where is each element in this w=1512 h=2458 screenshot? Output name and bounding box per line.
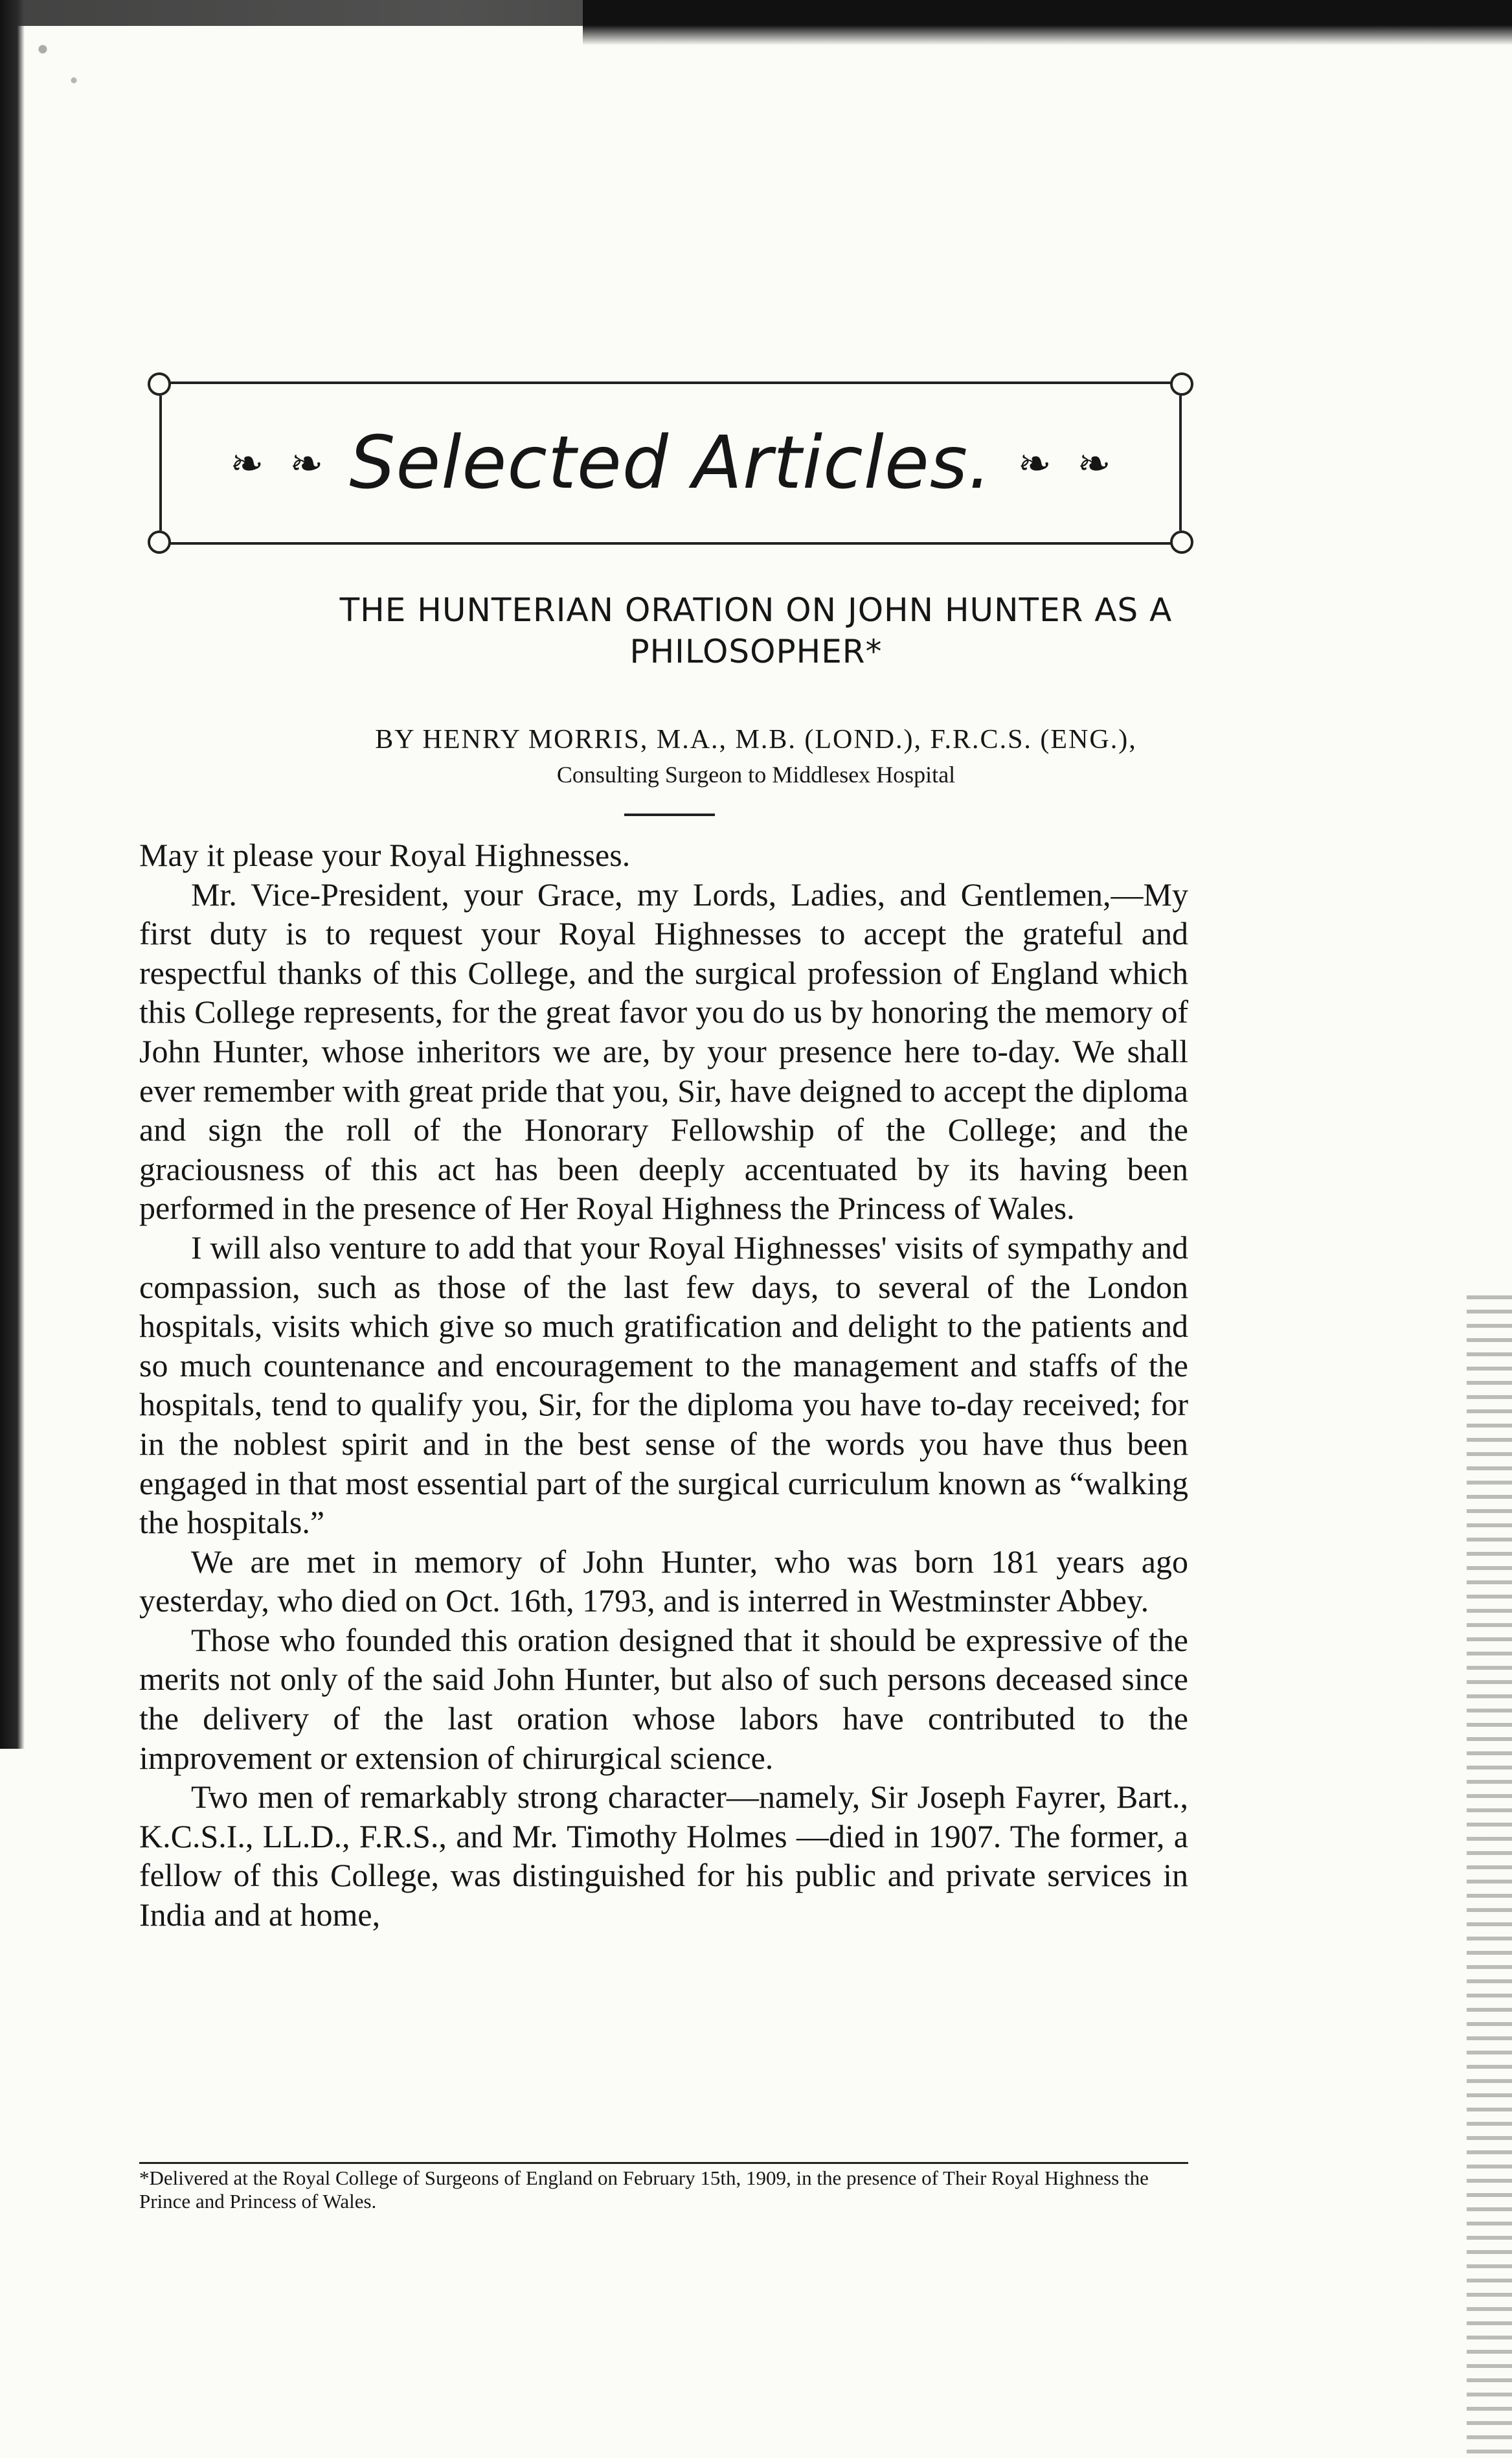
masthead-rule-bottom [159, 542, 1182, 545]
masthead-corner-ornament [148, 530, 171, 554]
article-title-line: PHILOSOPHER* [629, 633, 883, 670]
article-title [130, 589, 1382, 672]
fleuron-icon: ❧ [1017, 439, 1052, 487]
masthead-title-row [148, 405, 1193, 521]
paragraph: Those who founded this oration designed that it should be expressive of the merits not only of the said John Hunter, but also of such persons deceased since the delivery of the last oration whose labors have contributed to the improvement or extension of chirurgical science. [139, 1621, 1188, 1776]
footnote: *Delivered at the Royal College of Surgeons of England on February 15th, 1909, in the presence of Their Royal Highness the Prince and Princess of Wales. [139, 2167, 1149, 2213]
masthead-corner-ornament [1170, 372, 1193, 396]
masthead-rule-top [159, 381, 1182, 384]
footnote-rule [139, 2162, 1188, 2164]
section-masthead [148, 372, 1193, 554]
paragraph: We are met in memory of John Hunter, who was born 181 years ago yesterday, who died on Oct. 16th, 1793, and is interred in Westminster Abbey. [139, 1543, 1188, 1619]
divider [624, 814, 715, 816]
paragraph: May it please your Royal Highnesses. [139, 837, 631, 873]
scan-top-shadow [583, 0, 1512, 45]
paragraph: I will also venture to add that your Royal Highnesses' visits of sympathy and compassion, such as those of the last few days, to several of the London hospitals, visits which give so much gratification and delight to the patients and so much countenance and encouragement to the management and staffs of the hospitals, tend to qualify you, Sir, for the diploma you have to-day received; for in the noblest spirit and in the best sense of the words you have thus been engaged in that most essential part of the surgical curriculum known as “walking the hospitals.” [139, 1229, 1188, 1541]
author-affiliation: Consulting Surgeon to Middlesex Hospital [556, 762, 956, 788]
fleuron-icon: ❧ [1077, 439, 1111, 487]
scan-left-border [0, 0, 25, 1749]
fleuron-icon: ❧ [230, 439, 264, 487]
article-author: BY HENRY MORRIS, M.A., M.B. (LOND.), F.R.C.S. (ENG.), [375, 725, 1137, 755]
scan-speckle [27, 26, 105, 104]
article-title-line: THE HUNTERIAN ORATION ON JOHN HUNTER AS A [339, 591, 1173, 629]
masthead-corner-ornament [148, 372, 171, 396]
paragraph: Two men of remarkably strong character—namely, Sir Joseph Fayrer, Bart., K.C.S.I., LL.D., F.R.S., and Mr. Timothy Holmes —died in 1907. The former, a fellow of this College, was distinguished for his public and private services in India and at home, [139, 1779, 1188, 1933]
masthead-corner-ornament [1170, 530, 1193, 554]
scan-right-edge-noise [1467, 1295, 1512, 2458]
section-title: Selected Articles. [349, 421, 992, 505]
fleuron-icon: ❧ [289, 439, 324, 487]
paragraph: Mr. Vice-President, your Grace, my Lords, Ladies, and Gentlemen,—My first duty is to request your Royal Highnesses to accept the grateful and respectful thanks of this College, and the surgical profession of England which this College represents, for the great favor you do us by honoring the memory of John Hunter, whose inheritors we are, by your presence here to-day. We shall ever remember with great pride that you, Sir, have deigned to accept the diploma and sign the roll of the Honorary Fellowship of the College; and the graciousness of this act has been deeply accentuated by its having been performed in the presence of Her Royal Highness the Princess of Wales. [139, 876, 1188, 1227]
article-body [139, 836, 1188, 1935]
